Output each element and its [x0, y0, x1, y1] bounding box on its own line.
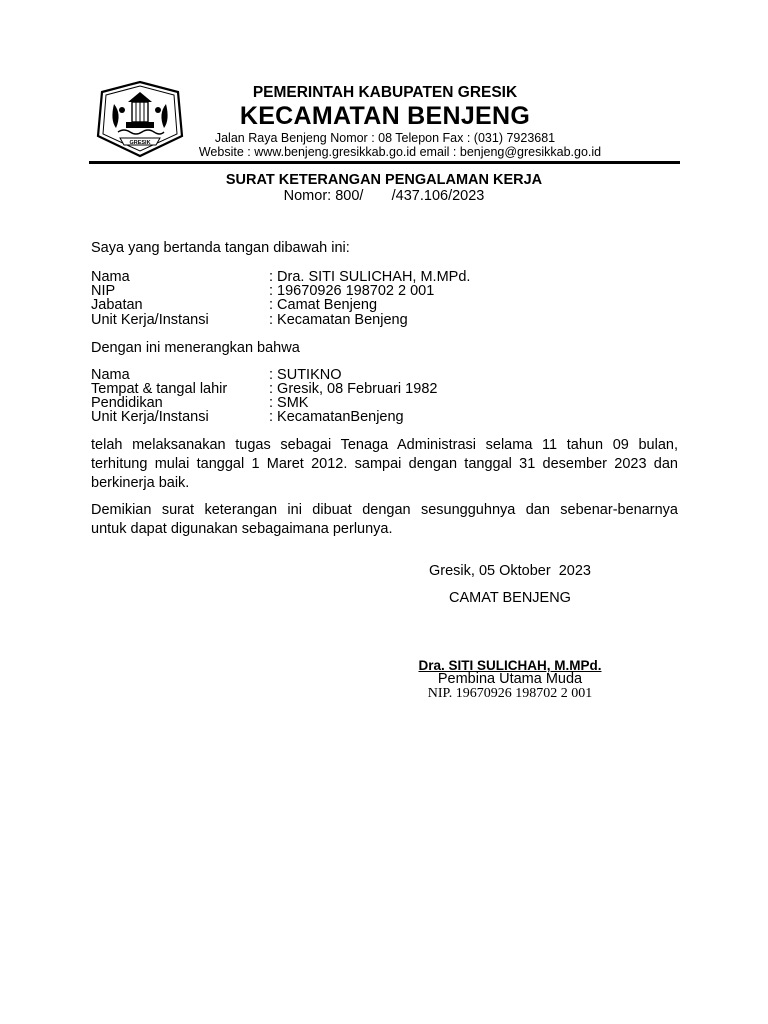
- signature-nip: NIP. 19670926 198702 2 001: [427, 686, 593, 701]
- intro-text: Saya yang bertanda tangan dibawah ini:: [91, 240, 350, 256]
- document-number: Nomor: 800/ /437.106/2023: [283, 188, 485, 204]
- signer-nip-label: NIP: [91, 283, 116, 299]
- subject-name-label: Nama: [91, 367, 130, 383]
- closing-line-2: untuk dapat digunakan sebagaimana perlunya.: [91, 521, 393, 537]
- signer-nip-value: : 19670926 198702 2 001: [269, 283, 435, 299]
- body-line-2: terhitung mulai tanggal 1 Maret 2012. sampai dengan tanggal 31 desember 2023 dan: [91, 456, 678, 472]
- letterhead-office: KECAMATAN BENJENG: [239, 102, 531, 130]
- letterhead-address: Jalan Raya Benjeng Nomor : 08 Telepon Fax : (031) 7923681: [214, 131, 556, 145]
- document-heading: [100, 172, 668, 204]
- closing-line-1: Demikian surat keterangan ini dibuat dengan sesungguhnya dan sebenar-benarnya: [91, 502, 678, 518]
- signer-unit-value: : Kecamatan Benjeng: [269, 312, 408, 328]
- body-line-1: telah melaksanakan tugas sebagai Tenaga Administrasi selama 11 tahun 09 bulan,: [91, 437, 678, 453]
- signer-name-label: Nama: [91, 269, 130, 285]
- signer-unit-label: Unit Kerja/Instansi: [91, 312, 209, 328]
- body-paragraph: [91, 436, 678, 493]
- subject-birth-value: : Gresik, 08 Februari 1982: [269, 381, 438, 397]
- document-title: SURAT KETERANGAN PENGALAMAN KERJA: [225, 172, 543, 188]
- subject-name-value: : SUTIKNO: [269, 367, 342, 383]
- body-line-3: berkinerja baik.: [91, 475, 190, 491]
- letterhead-government: PEMERINTAH KABUPATEN GRESIK: [252, 84, 518, 101]
- closing-paragraph: [91, 501, 678, 539]
- signer-row-unit: [91, 313, 491, 328]
- subject-unit-value: : KecamatanBenjeng: [269, 409, 404, 425]
- signer-name-value: : Dra. SITI SULICHAH, M.MPd.: [269, 269, 471, 285]
- signature-name: Dra. SITI SULICHAH, M.MPd.: [418, 658, 602, 673]
- signer-position-value: : Camat Benjeng: [269, 297, 378, 313]
- subject-row-unit: [91, 410, 491, 425]
- letterhead-contact: Website : www.benjeng.gresikkab.go.id email : benjeng@gresikkab.go.id: [198, 145, 602, 159]
- letterhead: [190, 84, 580, 146]
- subject-education-value: : SMK: [269, 395, 309, 411]
- statement-intro: Dengan ini menerangkan bahwa: [91, 340, 300, 356]
- letterhead-divider: [89, 161, 680, 164]
- subject-education-label: Pendidikan: [91, 395, 163, 411]
- signature-position: CAMAT BENJENG: [449, 590, 571, 606]
- signer-position-label: Jabatan: [91, 297, 143, 313]
- logo-label: GRESIK: [129, 140, 151, 146]
- signer-row-position: [91, 298, 491, 313]
- subject-birth-label: Tempat & tangal lahir: [91, 381, 228, 397]
- subject-unit-label: Unit Kerja/Instansi: [91, 409, 209, 425]
- signature-place-date: Gresik, 05 Oktober 2023: [429, 563, 591, 579]
- signature-rank: Pembina Utama Muda: [437, 671, 583, 687]
